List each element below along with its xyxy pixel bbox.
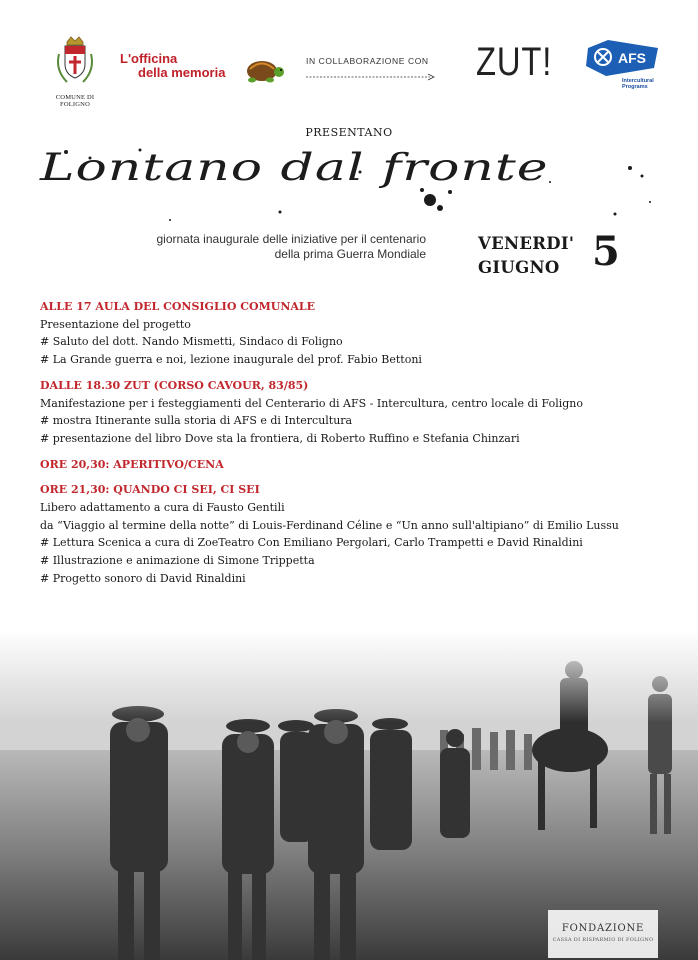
program-section	[40, 456, 680, 474]
program-line: Libero adattamento a cura di Fausto Gentili	[40, 501, 285, 515]
subtitle-line1: giornata inaugurale delle iniziative per il centenario	[156, 232, 426, 246]
fondazione-subtitle: CASSA DI RISPARMIO DI FOLIGNO	[552, 937, 654, 943]
zut-logo: ZUT!	[476, 40, 553, 84]
presentano-label: PRESENTANO	[305, 126, 393, 139]
date-day-of-week: VENERDI'	[478, 234, 575, 253]
comune-di-foligno-logo	[40, 34, 110, 108]
officina-line2: della memoria	[138, 65, 226, 80]
subtitle-line2: della prima Guerra Mondiale	[274, 247, 426, 261]
program-line: Manifestazione per i festeggiamenti del Centerario di AFS - Intercultura, centro locale di Foligno	[40, 396, 583, 410]
program-section-heading: ALLE 17 AULA DEL CONSIGLIO COMUNALE	[40, 300, 316, 313]
fondazione-name: FONDAZIONE	[561, 923, 645, 934]
arrow-right-icon	[306, 72, 436, 82]
program-section-heading: DALLE 18.30 ZUT (CORSO CAVOUR, 83/85)	[40, 378, 309, 392]
program-line: da “Viaggio al termine della notte” di Louis-Ferdinand Céline e “Un anno sull'altipiano” di Emilio Lussu	[40, 518, 619, 532]
program-line: # Saluto del dott. Nando Mismetti, Sindaco di Foligno	[40, 335, 343, 349]
officina-line1: L'officina	[120, 51, 178, 66]
date-day-number: 5	[592, 228, 620, 275]
program-line: Presentazione del progetto	[40, 317, 191, 331]
event-title: Lontano dal fronte	[40, 146, 549, 190]
comune-label: COMUNE DI FOLIGNO	[55, 94, 95, 108]
date-month: GIUGNO	[478, 258, 560, 277]
program-section	[40, 481, 680, 587]
program-section-heading: ORE 20,30: APERITIVO/CENA	[40, 457, 224, 471]
program-list	[40, 298, 680, 596]
afs-emblem-icon	[584, 38, 674, 78]
afs-logo	[584, 38, 674, 90]
program-line: # mostra Itinerante sulla storia di AFS e di Intercultura	[40, 414, 353, 428]
collaboration-label	[306, 56, 436, 82]
afs-sub1: Intercultural	[622, 78, 654, 84]
program-line: # presentazione del libro Dove sta la frontiera, di Roberto Ruffino e Stefania Chinzari	[40, 431, 520, 445]
program-line: # La Grande guerra e noi, lezione inaugurale del prof. Fabio Bettoni	[40, 353, 422, 367]
program-line: # Illustrazione e animazione di Simone Trippetta	[40, 554, 315, 568]
program-section	[40, 298, 680, 369]
event-subtitle	[30, 232, 426, 262]
program-line: # Lettura Scenica a cura di ZoeTeatro Con Emiliano Pergolari, Carlo Trampetti e David Rinaldini	[40, 536, 583, 550]
afs-sub2: Programs	[622, 84, 648, 90]
collab-text: IN COLLABORAZIONE CON	[306, 56, 429, 66]
program-section-heading: ORE 21,30: QUANDO CI SEI, CI SEI	[40, 483, 260, 497]
program-line: # Progetto sonoro di David Rinaldini	[40, 571, 246, 585]
turtle-icon	[240, 54, 286, 84]
fondazione-logo	[548, 910, 658, 958]
coat-of-arms-icon	[53, 34, 97, 88]
afs-subtitle	[622, 78, 654, 90]
afs-text: AFS	[618, 50, 646, 66]
program-section	[40, 377, 680, 448]
officina-della-memoria-logo	[120, 52, 290, 80]
